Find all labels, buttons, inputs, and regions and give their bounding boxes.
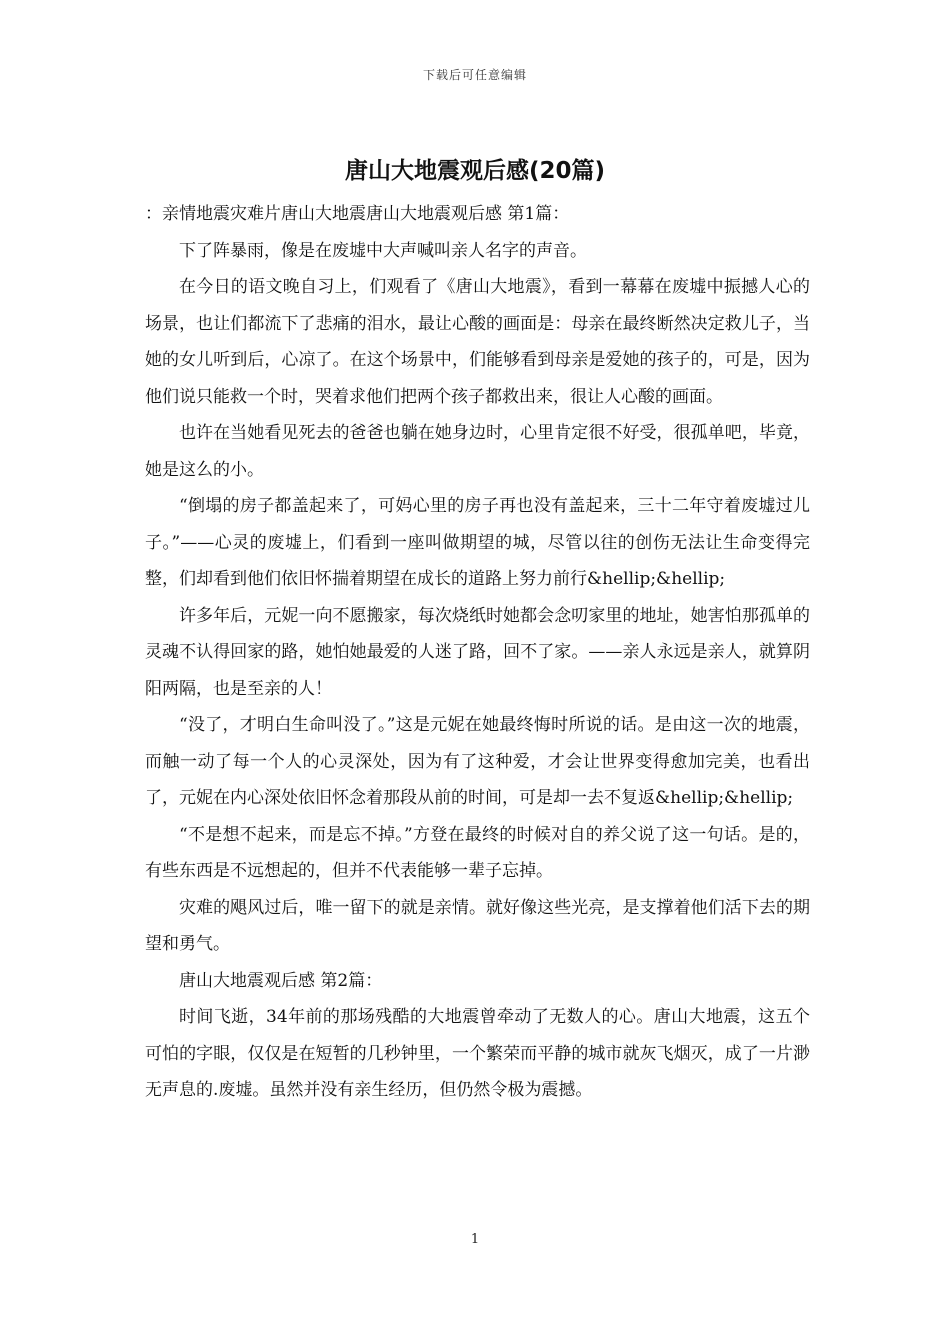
paragraph: “不是想不起来，而是忘不掉。”方登在最终的时候对自的养父说了这一句话。是的，有些东西是不远想起的，但并不代表能够一辈子忘掉。: [145, 824, 810, 881]
paragraph: 也许在当她看见死去的爸爸也躺在她身边时，心里肯定很不好受，很孤单吧，毕竟，她是这么的小。: [145, 423, 810, 480]
paragraph: 在今日的语文晚自习上，们观看了《唐山大地震》，看到一幕幕在废墟中振撼人心的场景，也让们都流下了悲痛的泪水，最让心酸的画面是：母亲在最终断然决定救儿子，当她的女儿听到后，心凉了。在这个场景中，们能够看到母亲是爱她的孩子的，可是，因为他们说只能救一个时，哭着求他们把两个孩子都救出来，很让人心酸的画面。: [145, 277, 810, 407]
paragraph: “倒塌的房子都盖起来了，可妈心里的房子再也没有盖起来，三十二年守着废墟过儿子。”——心灵的废墟上，们看到一座叫做期望的城，尽管以往的创伤无法让生命变得完整，们却看到他们依旧怀揣着期望在成长的道路上努力前行&hellip;&hellip;: [145, 496, 810, 589]
paragraph: 下了阵暴雨，像是在废墟中大声喊叫亲人名字的声音。: [179, 240, 587, 261]
page-header: 下载后可任意编辑: [422, 68, 527, 82]
document-title: 唐山大地震观后感(20篇): [344, 158, 606, 184]
paragraph-intro: ：亲情地震灾难片唐山大地震唐山大地震观后感 第1篇：: [145, 204, 570, 224]
paragraph: “没了，才明白生命叫没了。”这是元妮在她最终悔时所说的话。是由这一次的地震，而触一动了每一个人的心灵深处，因为有了这种爱，才会让世界变得愈加完美，也看出了，元妮在内心深处依旧怀念着那段从前的时间，可是却一去不复返&hellip;&hellip;: [145, 715, 810, 808]
paragraph: 灾难的飓风过后，唯一留下的就是亲情。就好像这些光亮，是支撑着他们活下去的期望和勇气。: [145, 897, 810, 954]
page-number: 1: [470, 1232, 480, 1247]
section-heading: 唐山大地震观后感 第2篇：: [179, 970, 383, 991]
paragraph: 许多年后，元妮一向不愿搬家，每次烧纸时她都会念叨家里的地址，她害怕那孤单的灵魂不认得回家的路，她怕她最爱的人迷了路，回不了家。——亲人永远是亲人，就算阴阳两隔，也是至亲的人！: [145, 605, 810, 699]
paragraph: 时间飞逝，34年前的那场残酷的大地震曾牵动了无数人的心。唐山大地震，这五个可怕的字眼，仅仅是在短暂的几秒钟里，一个繁荣而平静的城市就灰飞烟灭，成了一片渺无声息的.废墟。虽然并没有亲生经历，但仍然令极为震撼。: [145, 1007, 810, 1100]
document-body: [145, 196, 810, 1109]
